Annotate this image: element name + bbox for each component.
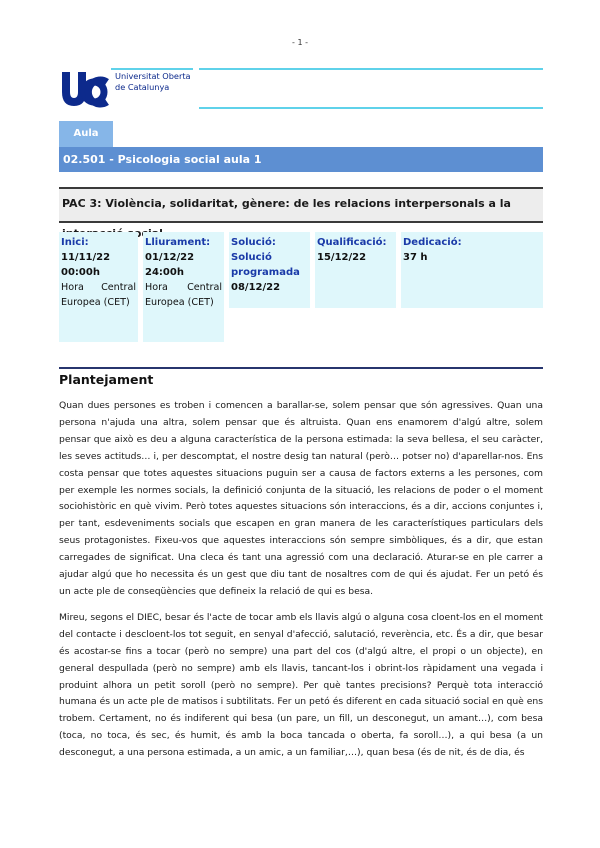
university-line-1: Universitat Oberta — [115, 71, 191, 81]
page-number: - 1 - — [292, 38, 308, 47]
paragraph-1: Quan dues persones es troben i comencen a barallar-se, solem pensar que són agressives. Quan una persona n'ajuda una altra, solem pensar que és altruista. Quan ens enamorem d'algú altre, solem pensar que això es deu a alguna característica de la persona estimada: la seva bellesa, el seu caràcter, les seves actituds… i, per descomptat, el nostre desig tan natural (però… potser no) d'aparellar-nos. Ens costa pensar que totes aquestes situacions puguin ser a causa de factors externs a les persones, com per exemple les normes socials, la definició conjunta de la situació, les relacions de poder o el moment sociohistòric en què vivim. Però totes aquestes situacions són interaccions, és a dir, accions conjuntes i, per tant, esdeveniments socials que escapen en gran manera de les característiques particulars dels seus protagonistes. Fixeu-vos que aquestes interaccions són sempre simbòliques, és a dir, que estan carregades de significat. Una cleca és tant una agressió com una declaració. Aturar-se en ple carrer a ajudar algú que ho necessita és un gest que diu tant de nosaltres com de qui és ajudat. Fer un petó és un acte ple de conseqüències que defineix la relació de qui es besa. — [59, 400, 543, 597]
date-delivery-label: Lliurament: — [145, 237, 211, 248]
date-grade-date: 15/12/22 — [317, 252, 367, 263]
date-start-date: 11/11/22 — [61, 252, 111, 263]
date-start-label: Inici: — [61, 237, 89, 248]
university-name — [115, 71, 191, 93]
date-dedication — [401, 232, 543, 308]
date-solution-label: Solució: Solució programada — [231, 237, 300, 278]
university-line-2: de Catalunya — [115, 82, 170, 92]
date-delivery-date: 01/12/22 — [145, 252, 195, 263]
course-title: 02.501 - Psicologia social aula 1 — [59, 147, 543, 172]
paragraph-2: Mireu, segons el DIEC, besar és l'acte de tocar amb els llavis algú o alguna cosa cloent-los en el moment del contacte i descloent-los tot seguit, en senyal d'afecció, salutació, reverència, etc. És a dir, que besar és acostar-se fins a tocar (però no sempre) una part del cos (d'algú altre, el propi o un objecte), en general despullada (però no sempre) amb els llavis, tancant-los i obrint-los ràpidament una vegada i produint alhora un petit soroll (però no sempre). Per què tantes precisions? Perquè tota interacció humana és un acte ple de matisos i subtilitats. Fer un petó és diferent en cada situació social en què ens trobem. Certament, no és indiferent qui besa (un pare, un fill, un desconegut, un amant…), com besa (toca, no toca, és sec, és humit, és amb la boca tancada o oberta, fa soroll…), a qui besa (a un desconegut, a una persona estimada, a un amic, a un familiar,…), quan besa (és de nit, és de dia, és — [59, 611, 543, 759]
header-rule-top-right — [199, 68, 543, 70]
date-delivery-timezone: Hora Central Europea (CET) — [145, 282, 222, 308]
date-solution-date: 08/12/22 — [231, 282, 281, 293]
date-grade-label: Qualificació: — [317, 237, 387, 248]
body-text — [59, 398, 543, 771]
uoc-logo-icon — [59, 68, 111, 110]
date-delivery — [143, 232, 224, 342]
header-rule-top-left — [111, 68, 193, 70]
date-grade — [315, 232, 396, 308]
date-delivery-time: 24:00h — [145, 267, 184, 278]
uoc-logo — [59, 68, 111, 110]
date-dedication-value: 37 h — [403, 252, 428, 263]
date-start-time: 00:00h — [61, 267, 100, 278]
date-start-timezone: Hora Central Europea (CET) — [61, 282, 136, 308]
section-title: Plantejament — [59, 372, 154, 387]
assignment-title: PAC 3: Violència, solidaritat, gènere: de les relacions interpersonals a la — [59, 187, 543, 223]
header-rule-bottom — [199, 107, 543, 109]
date-start — [59, 232, 138, 342]
section-divider — [59, 367, 543, 369]
date-dedication-label: Dedicació: — [403, 237, 462, 248]
tab-aula[interactable]: Aula — [59, 121, 113, 147]
date-solution — [229, 232, 310, 308]
